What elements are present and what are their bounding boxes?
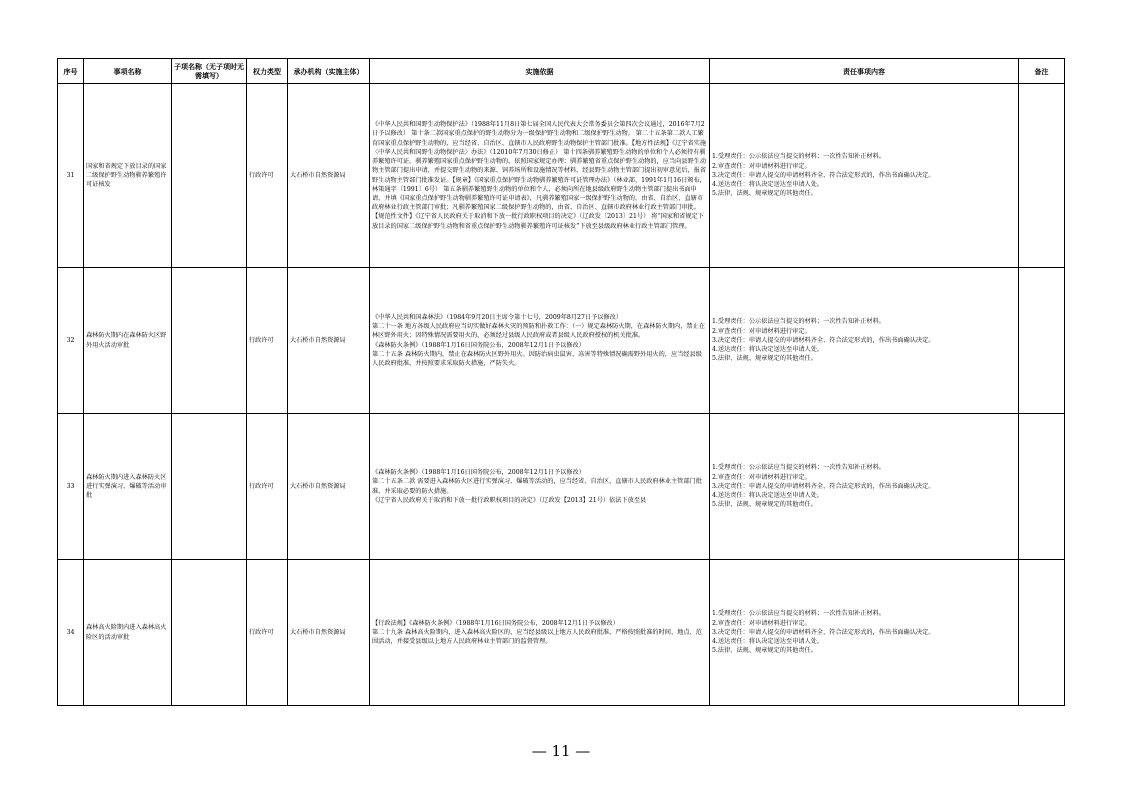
row-note	[1019, 414, 1065, 560]
responsibility-item: 3.决定责任：申请人提交的申请材料齐全、符合法定形式的，作出书面确认决定。	[712, 336, 935, 344]
basis-paragraph: 【行政法规】《森林防火条例》（1988年1月16日国务院公布，2008年12月1日予以修改）	[372, 619, 619, 627]
responsibility-item: 2.审查责任：对申请材料进行审定。	[712, 327, 811, 335]
row-basis	[370, 560, 710, 706]
row-seq: 31	[58, 84, 84, 268]
responsibility-item: 5.法律、法规、规章规定的其他责任。	[712, 190, 817, 198]
responsibility-item: 5.法律、法规、规章规定的其他责任。	[712, 647, 817, 655]
row-item-name: 森林防火期内进入森林防火区进行实弹演习、爆破等活动审批	[84, 414, 172, 560]
responsibility-item: 1.受理责任：公示依法应当提交的材料；一次性告知补正材料。	[712, 610, 885, 618]
row-basis	[370, 414, 710, 560]
row-seq: 32	[58, 268, 84, 414]
header-subname: 子项名称（无子项时无需填写）	[172, 59, 247, 84]
row-seq: 33	[58, 414, 84, 560]
header-basis: 实施依据	[370, 59, 710, 84]
responsibility-item: 1.受理责任：公示依法应当提交的材料；一次性告知补正材料。	[712, 153, 885, 161]
row-seq: 34	[58, 560, 84, 706]
header-seq: 序号	[58, 59, 84, 84]
responsibility-item: 3.决定责任：申请人提交的申请材料齐全、符合法定形式的，作出书面确认决定。	[712, 171, 935, 179]
header-note: 备注	[1019, 59, 1065, 84]
table-row	[58, 414, 1065, 560]
responsibility-item: 2.审查责任：对申请材料进行审定。	[712, 619, 811, 627]
row-responsibilities	[710, 84, 1019, 268]
basis-paragraph: 《中华人民共和国野生动物保护法》（1988年11月8日第七届全国人民代表大会常务委员会第四次会议通过，2016年7月2日予以修改） 第十条二款国家重点保护的野生动物分为一级保护野生动物和二级保护野生动物。 第二十五条第二款人工繁育国家重点保护野生动物的，应当经省、自治区、直辖市人民政府野生动物保护主管部门批准。【地方性法规】《辽宁省实施〈中华人民共和国野生动物保护法〉办法》（12010年7月30日修正） 第十四条驯养繁殖野生动物的单位和个人必须持有驯养繁殖许可证。驯养繁殖国家重点保护野生动物的，依照国家规定办理；驯养繁殖省重点保护野生动物的，应当向县野生动物主管部门提出申请，并提交野生动物的来源、饲养场所和设施情况等材料，经县野生动物主管部门提出初审意见后，报省野生动物主管部门批准发证。【规章】《国家重点保护野生动物驯养繁殖许可证管理办法》（林业部，1991年1月16日颁布，林策通字〔1991〕6号） 第五条驯养繁殖野生动物的单位和个人，必须向所在地县级政府野生动物主管部门提出书面申请，并填《国家重点保护野生动物驯养繁殖许可证申请表》，凡驯养繁殖国家一级保护野生动物的，由省、自治区、直辖市政府林业行政主管部门审批；凡驯养繁殖国家二级保护野生动物的，由省、自治区、直辖市政府林业行政主管部门审批。【规范性文件】《辽宁省人民政府关于取消和下放一批行政职权项目的决定》（辽政发〔2013〕21号） 将“国家和省规定下放目录的国家二级保护野生动物和省重点保护野生动物驯养繁殖许可证核发”下放至县级政府林业行政主管部门管理。	[372, 121, 707, 230]
header-name: 事项名称	[84, 59, 172, 84]
row-subitem-name	[172, 560, 247, 706]
header-resp: 责任事项内容	[710, 59, 1019, 84]
responsibility-item: 4.送达责任：将认决定送达至申请人处。	[712, 181, 824, 189]
responsibility-item: 4.送达责任：将认决定送达至申请人处。	[712, 638, 824, 646]
basis-paragraph: 《森林防火条例》（1988年1月16日国务院公布，2008年12月1日予以修改）	[372, 341, 585, 349]
row-basis	[370, 84, 710, 268]
header-org: 承办机构（实施主体）	[288, 59, 370, 84]
basis-paragraph: 《森林防火条例》（1988年1月16日国务院公布，2008年12月1日予以修改）	[372, 469, 585, 477]
row-org: 大石桥市自然资源局	[288, 414, 370, 560]
basis-paragraph: 《中华人民共和国森林法》（1984年9月20日主席令第十七号，2009年8月27日予以修改）	[372, 313, 623, 321]
row-responsibilities	[710, 268, 1019, 414]
row-item-name: 森林防火期内在森林防火区野外用火活动审批	[84, 268, 172, 414]
page-number: — 11 —	[531, 742, 591, 760]
row-power-type: 行政许可	[247, 414, 288, 560]
responsibility-item: 2.审查责任：对申请材料进行审定。	[712, 473, 811, 481]
row-power-type: 行政许可	[247, 268, 288, 414]
row-note	[1019, 268, 1065, 414]
responsibility-item: 5.法律、法规、规章规定的其他责任。	[712, 355, 817, 363]
row-item-name: 国家和省规定下放目录的国家二级保护野生动物驯养繁殖许可证核发	[84, 84, 172, 268]
table-row	[58, 560, 1065, 706]
row-org: 大石桥市自然资源局	[288, 268, 370, 414]
table-row	[58, 84, 1065, 268]
row-note	[1019, 560, 1065, 706]
row-subitem-name	[172, 268, 247, 414]
basis-paragraph: 第二十一条 地方各级人民政府应当切实做好森林火灾的预防和扑救工作：（一）规定森林防火期，在森林防火期内，禁止在林区野外用火；因特殊情况需要用火的，必须经过县级人民政府或者县级人民政府授权的机关批准。	[372, 323, 705, 340]
header-row	[58, 59, 1065, 84]
row-basis	[370, 268, 710, 414]
power-list-table	[57, 58, 1065, 706]
responsibility-item: 3.决定责任：申请人提交的申请材料齐全、符合法定形式的，作出书面确认决定。	[712, 628, 935, 636]
responsibility-item: 4.送达责任：将认决定送达至申请人处。	[712, 492, 824, 500]
row-org: 大石桥市自然资源局	[288, 84, 370, 268]
row-power-type: 行政许可	[247, 560, 288, 706]
responsibility-item: 3.决定责任：申请人提交的申请材料齐全、符合法定形式的，作出书面确认决定。	[712, 482, 935, 490]
responsibility-item: 1.受理责任：公示依法应当提交的材料；一次性告知补正材料。	[712, 318, 885, 326]
basis-paragraph: 《辽宁省人民政府关于取消和下放一批行政职权项目的决定》（辽政发【2013】21号）依法下放至县	[372, 496, 647, 504]
row-power-type: 行政许可	[247, 84, 288, 268]
responsibility-item: 4.送达责任：将认决定送达至申请人处。	[712, 346, 824, 354]
header-power-type: 权力类型	[247, 59, 288, 84]
basis-paragraph: 第二十九条 森林高火险期内，进入森林高火险区的，应当经县级以上地方人民政府批准，严格按照批准的时间、地点、范围活动，并接受县级以上地方人民政府林业主管部门的监督管理。	[372, 628, 702, 646]
row-responsibilities	[710, 414, 1019, 560]
table-row	[58, 268, 1065, 414]
responsibility-item: 5.法律、法规、规章规定的其他责任。	[712, 501, 817, 509]
basis-paragraph: 第二十五条 森林防火期内，禁止在森林防火区野外用火。因防治病虫鼠害、冻害等特殊情况确需野外用火的，应当经县级人民政府批准，并按照要求采取防火措施，严防失火。	[372, 350, 702, 367]
responsibility-item: 1.受理责任：公示依法应当提交的材料；一次性告知补正材料。	[712, 464, 885, 472]
row-responsibilities	[710, 560, 1019, 706]
row-note	[1019, 84, 1065, 268]
basis-paragraph: 第二十五条二款 需要进入森林防火区进行实弹演习、爆破等活动的，应当经省、自治区、直辖市人民政府林业主管部门批准，并采取必要的防火措施。	[372, 478, 702, 495]
row-subitem-name	[172, 414, 247, 560]
responsibility-item: 2.审查责任：对申请材料进行审定。	[712, 162, 811, 170]
row-subitem-name	[172, 84, 247, 268]
row-item-name: 森林高火险期内进入森林高火险区的活动审批	[84, 560, 172, 706]
row-org: 大石桥市自然资源局	[288, 560, 370, 706]
